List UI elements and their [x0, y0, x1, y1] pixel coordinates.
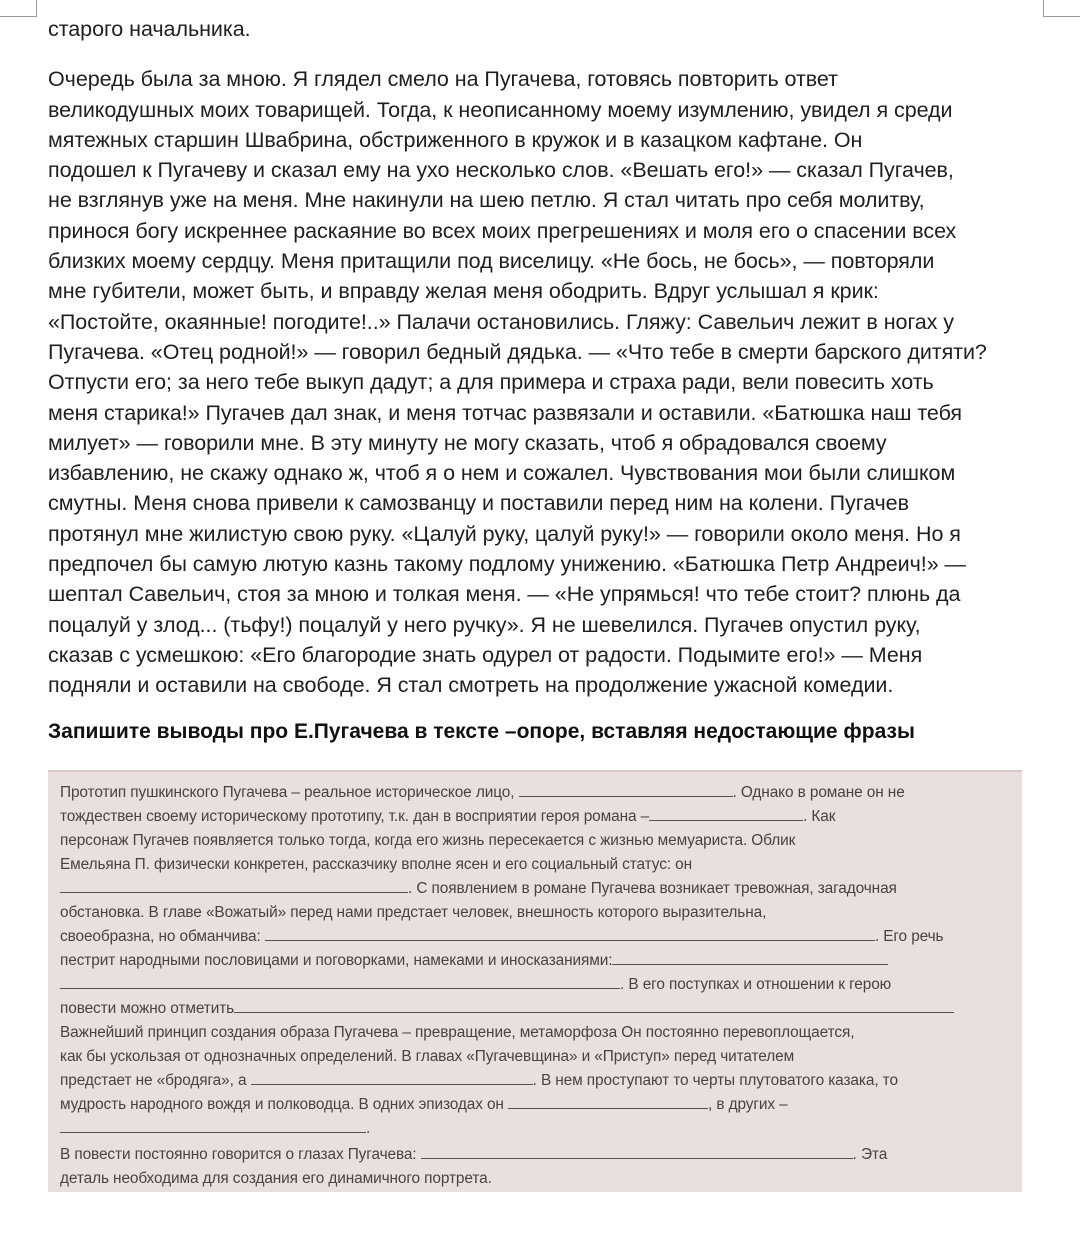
worksheet-line: .	[60, 1120, 370, 1138]
text-line: меня старика!» Пугачев дал знак, и меня тотчас развязали и оставили. «Батюшка наш тебя	[48, 400, 962, 425]
worksheet-line: Важнейший принцип создания образа Пугачева – превращение, метаморфоза Он постоянно перевоплощается,	[60, 1024, 855, 1041]
answer-blank[interactable]	[519, 784, 733, 797]
worksheet-line: . В его поступках и отношении к герою	[60, 976, 891, 994]
task-heading: Запишите выводы про Е.Пугачева в тексте –опоре, вставляя недостающие фразы	[48, 720, 915, 743]
text-line: подняли и оставили на свободе. Я стал смотреть на продолжение ужасной комедии.	[48, 673, 894, 698]
text-line: принося богу искреннее раскаяние во всех моих прегрешениях и моля его о спасении всех	[48, 218, 957, 243]
text-line: мятежных старшин Швабрина, обстриженного в кружок и в казацком кафтане. Он	[48, 127, 863, 152]
answer-blank[interactable]	[60, 976, 620, 989]
page-corner-mark-right	[1043, 0, 1080, 17]
worksheet-line: предстает не «бродяга», а . В нем проступают то черты плутоватого казака, то	[60, 1072, 898, 1089]
main-text	[48, 14, 1048, 701]
text-line: великодушных моих товарищей. Тогда, к неописанному моему изумлению, увидел я среди	[48, 97, 953, 122]
worksheet-line: персонаж Пугачев появляется только тогда, когда его жизнь пересекается с жизнью мемуариста. Облик	[60, 832, 796, 849]
answer-blank[interactable]	[421, 1146, 853, 1159]
worksheet-line: деталь необходима для создания его динамичного портрета.	[60, 1170, 492, 1187]
answer-blank[interactable]	[251, 1072, 533, 1085]
worksheet-line: своеобразна, но обманчива: . Его речь	[60, 928, 944, 945]
text-line: подошел к Пугачеву и сказал ему на ухо несколько слов. «Вешать его!» — сказал Пугачев,	[48, 158, 954, 183]
story-paragraph	[48, 64, 1048, 700]
worksheet-line: В повести постоянно говорится о глазах Пугачева: . Эта	[60, 1146, 888, 1163]
worksheet-line: Емельяна П. физически конкретен, рассказчику вполне ясен и его социальный статус: он	[60, 856, 693, 873]
page-corner-mark-left	[0, 0, 37, 17]
text-line: Очередь была за мною. Я глядел смело на Пугачева, готовясь повторить ответ	[48, 67, 838, 92]
worksheet-line: повести можно отметить	[60, 1000, 954, 1018]
answer-blank[interactable]	[649, 808, 803, 821]
worksheet-line: обстановка. В главе «Вожатый» перед нами предстает человек, внешность которого выразительна,	[60, 904, 767, 921]
answer-blank[interactable]	[60, 1120, 366, 1133]
answer-blank[interactable]	[612, 952, 888, 965]
text-line: предпочел бы самую лютую казнь такому подлому унижению. «Батюшка Петр Андреич!» —	[48, 552, 966, 577]
text-line: поцалуй у злод... (тьфу!) поцалуй у него ручку». Я не шевелился. Пугачев опустил руку,	[48, 612, 921, 637]
worksheet-line: Прототип пушкинского Пугачева – реальное историческое лицо, . Однако в романе он не	[60, 784, 905, 801]
text-line: «Постойте, окаянные! погодите!..» Палачи остановились. Гляжу: Савельич лежит в ногах у	[48, 309, 954, 334]
worksheet-line: тождествен своему историческому прототипу, т.к. дан в восприятии героя романа – . Как	[60, 808, 836, 825]
worksheet-line: пестрит народными пословицами и поговорками, намеками и иносказаниями:	[60, 952, 888, 970]
text-line: близких моему сердцу. Меня притащили под виселицу. «Не бось, не бось», — повторяли	[48, 249, 935, 274]
answer-blank[interactable]	[508, 1096, 708, 1109]
text-line: протянул мне жилистую свою руку. «Цалуй руку, цалуй руку!» — говорили около меня. Но я	[48, 521, 961, 546]
worksheet-line: мудрость народного вождя и полководца. В одних эпизодах он , в других –	[60, 1096, 788, 1113]
previous-paragraph-end	[48, 14, 1048, 44]
text-line: милует» — говорили мне. В эту минуту не могу сказать, чтоб я обрадовался своему	[48, 430, 887, 455]
text-line: смутны. Меня снова привели к самозванцу и поставили перед ним на колени. Пугачев	[48, 491, 909, 516]
text-line: мне губители, может быть, и вправду желая меня ободрить. Вдруг услышал я крик:	[48, 279, 879, 304]
text-line: избавлению, не скажу однако ж, чтоб я о нем и сожалел. Чувствования мои были слишком	[48, 461, 956, 486]
text-line: Пугачева. «Отец родной!» — говорил бедный дядька. — «Что тебе в смерти барского дитяти?	[48, 339, 987, 364]
text-line: сказав с усмешкою: «Его благородие знать одурел от радости. Подымите его!» — Меня	[48, 642, 923, 667]
answer-blank[interactable]	[265, 928, 875, 941]
worksheet-line: . С появлением в романе Пугачева возникает тревожная, загадочная	[60, 880, 897, 898]
fill-in-worksheet	[48, 770, 1022, 1192]
answer-blank[interactable]	[60, 880, 408, 893]
text-line: не взглянув уже на меня. Мне накинули на шею петлю. Я стал читать про себя молитву,	[48, 188, 925, 213]
worksheet-line: как бы ускользая от однозначных определений. В главах «Пугачевщина» и «Приступ» перед читателем	[60, 1048, 795, 1065]
answer-blank[interactable]	[234, 1000, 954, 1013]
text-line: Отпусти его; за него тебе выкуп дадут; а для примера и страха ради, вели повесить хоть	[48, 370, 934, 395]
text-line: старого начальника.	[48, 17, 251, 41]
text-line: шептал Савельич, стоя за мною и толкая меня. — «Не упрямься! что тебе стоит? плюнь да	[48, 582, 961, 607]
